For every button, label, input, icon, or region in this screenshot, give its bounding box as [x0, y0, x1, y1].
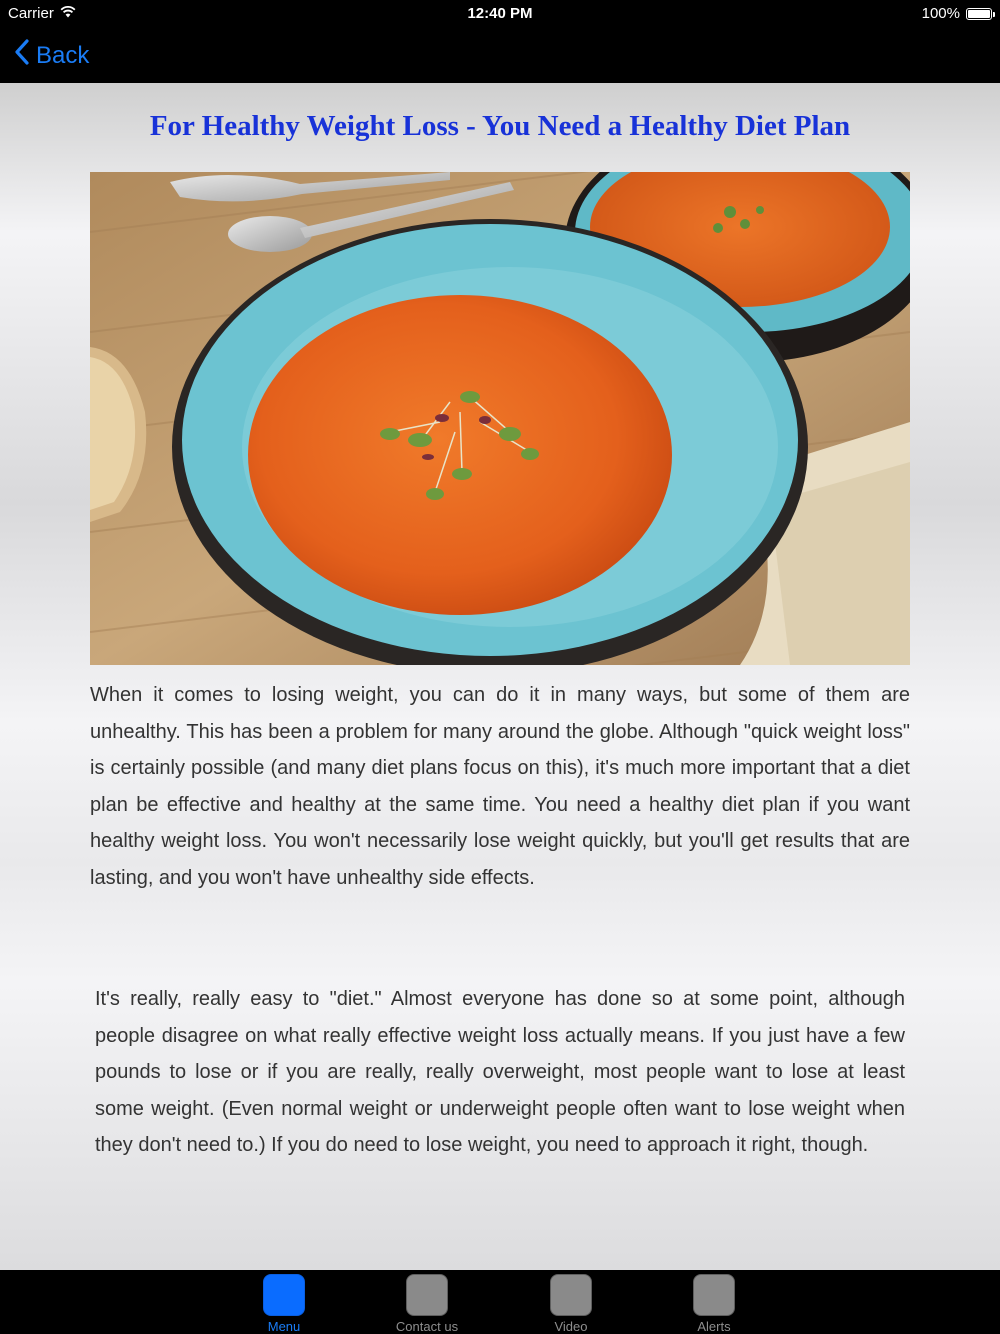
status-bar [0, 0, 1000, 28]
battery-percent: 100% [921, 5, 960, 22]
battery-icon [966, 8, 992, 20]
tab-menu[interactable] [229, 1274, 339, 1334]
contact-icon [406, 1274, 448, 1316]
video-icon [550, 1274, 592, 1316]
tab-contact-us[interactable] [372, 1274, 482, 1334]
tab-label: Contact us [395, 1319, 459, 1334]
back-label: Back [36, 41, 90, 69]
tab-label: Video [554, 1319, 588, 1334]
article-content[interactable] [0, 83, 1000, 1270]
tab-label: Menu [267, 1319, 301, 1334]
chevron-left-icon [14, 38, 30, 73]
carrier-label: Carrier [8, 5, 54, 22]
status-right [922, 5, 992, 22]
menu-icon [263, 1274, 305, 1316]
article-paragraph-1: When it comes to losing weight, you can do it in many ways, but some of them are unhealthy. This has been a problem for many around the globe. Although "quick weight loss" is certainly possible (and many diet plans focus on this), it's much more important that a diet plan be effective and healthy at the same time. You need a healthy diet plan if you want healthy weight loss. You won't necessarily lose weight quickly, but you'll get results that are lasting, and you won't have unhealthy side effects. [90, 684, 910, 889]
article-title: For Healthy Weight Loss - You Need a Healthy Diet Plan [149, 110, 851, 142]
tab-label: Alerts [697, 1319, 731, 1334]
battery-fill [968, 10, 990, 18]
tab-video[interactable] [516, 1274, 626, 1334]
clock: 12:40 PM [467, 5, 533, 22]
tab-bar [0, 1270, 1000, 1334]
navigation-bar [0, 28, 1000, 83]
article-paragraph-2: It's really, really easy to "diet." Almost everyone has done so at some point, although people disagree on what really effective weight loss actually means. If you just have a few pounds to lose or if you are really, really overweight, most people want to lose at least some weight. (Even normal weight or underweight people often want to lose weight when they don't need to.) If you do need to lose weight, you need to approach it right, though. [95, 988, 905, 1156]
back-button[interactable] [14, 38, 89, 73]
soup-photo [90, 172, 910, 665]
alerts-icon [693, 1274, 735, 1316]
tab-alerts[interactable] [659, 1274, 769, 1334]
